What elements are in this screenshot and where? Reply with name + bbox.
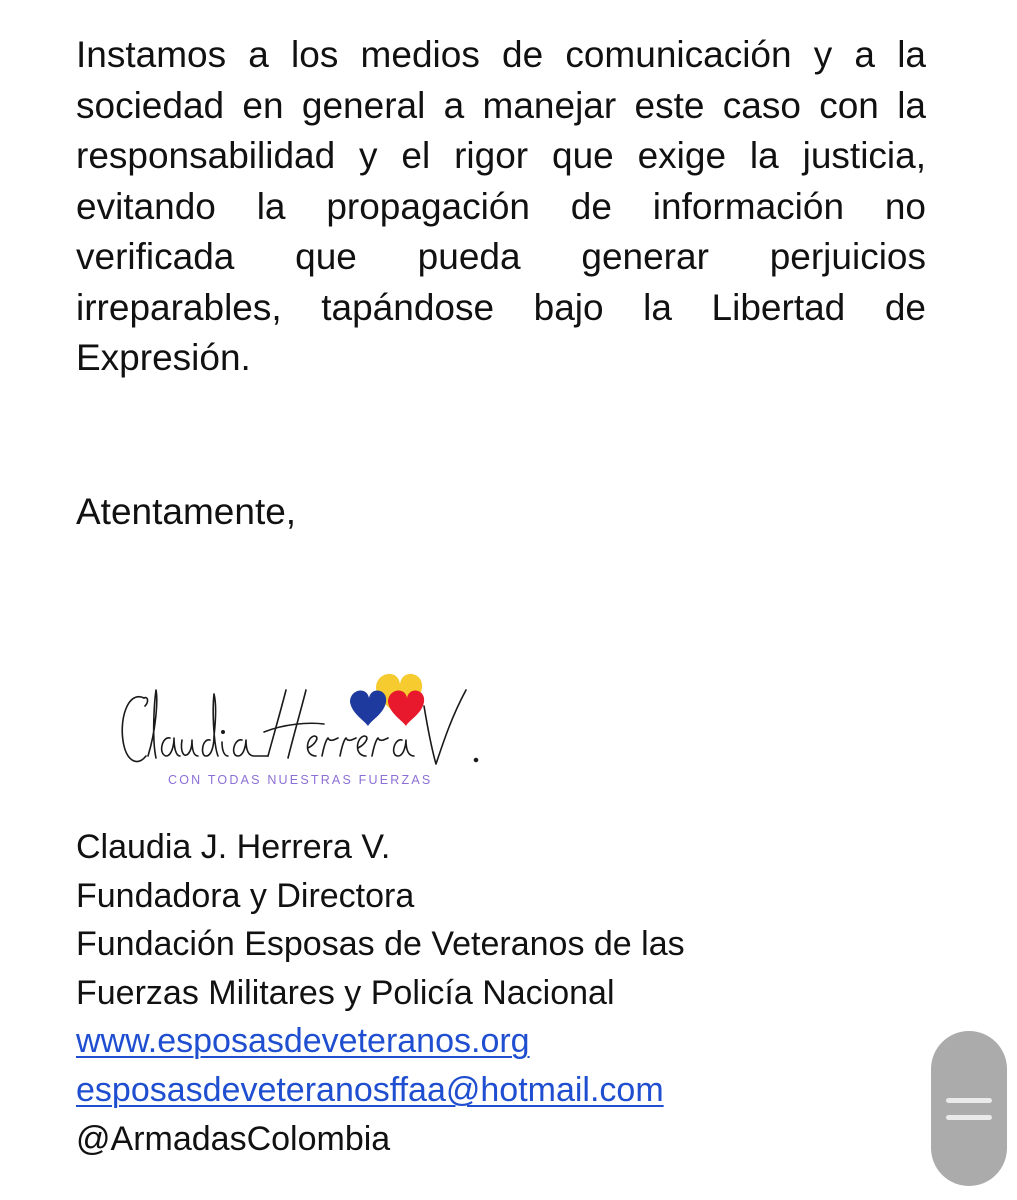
drag-handle-icon[interactable]: [931, 1031, 1007, 1186]
social-handle: @ArmadasColombia: [76, 1119, 391, 1158]
handwritten-signature: [118, 660, 518, 792]
organization-line-1: Fundación Esposas de Veteranos de las: [76, 925, 685, 964]
signer-name: Claudia J. Herrera V.: [76, 828, 391, 866]
body-paragraph: Instamos a los medios de comunicación y a la sociedad en general a manejar este caso con la responsabilidad y el rigor que exige la justicia, evitando la propagación de información no verificada que pueda generar perjuicios irreparables, tapándose bajo la Libertad de Expresión.: [76, 34, 926, 378]
email-link[interactable]: esposasdeveteranosffaa@hotmail.com: [76, 1070, 664, 1109]
grip-line: [946, 1115, 992, 1120]
signature-tagline: CON TODAS NUESTRAS FUERZAS: [168, 773, 433, 787]
closing-salutation: Atentamente,: [76, 491, 297, 532]
signer-role: Fundadora y Directora: [76, 876, 415, 915]
organization-line-2: Fuerzas Militares y Policía Nacional: [76, 973, 615, 1012]
grip-line: [946, 1098, 992, 1103]
signature-block: [76, 823, 685, 1163]
website-link[interactable]: www.esposasdeveteranos.org: [76, 1022, 530, 1061]
hearts-logo-icon: [350, 674, 424, 726]
